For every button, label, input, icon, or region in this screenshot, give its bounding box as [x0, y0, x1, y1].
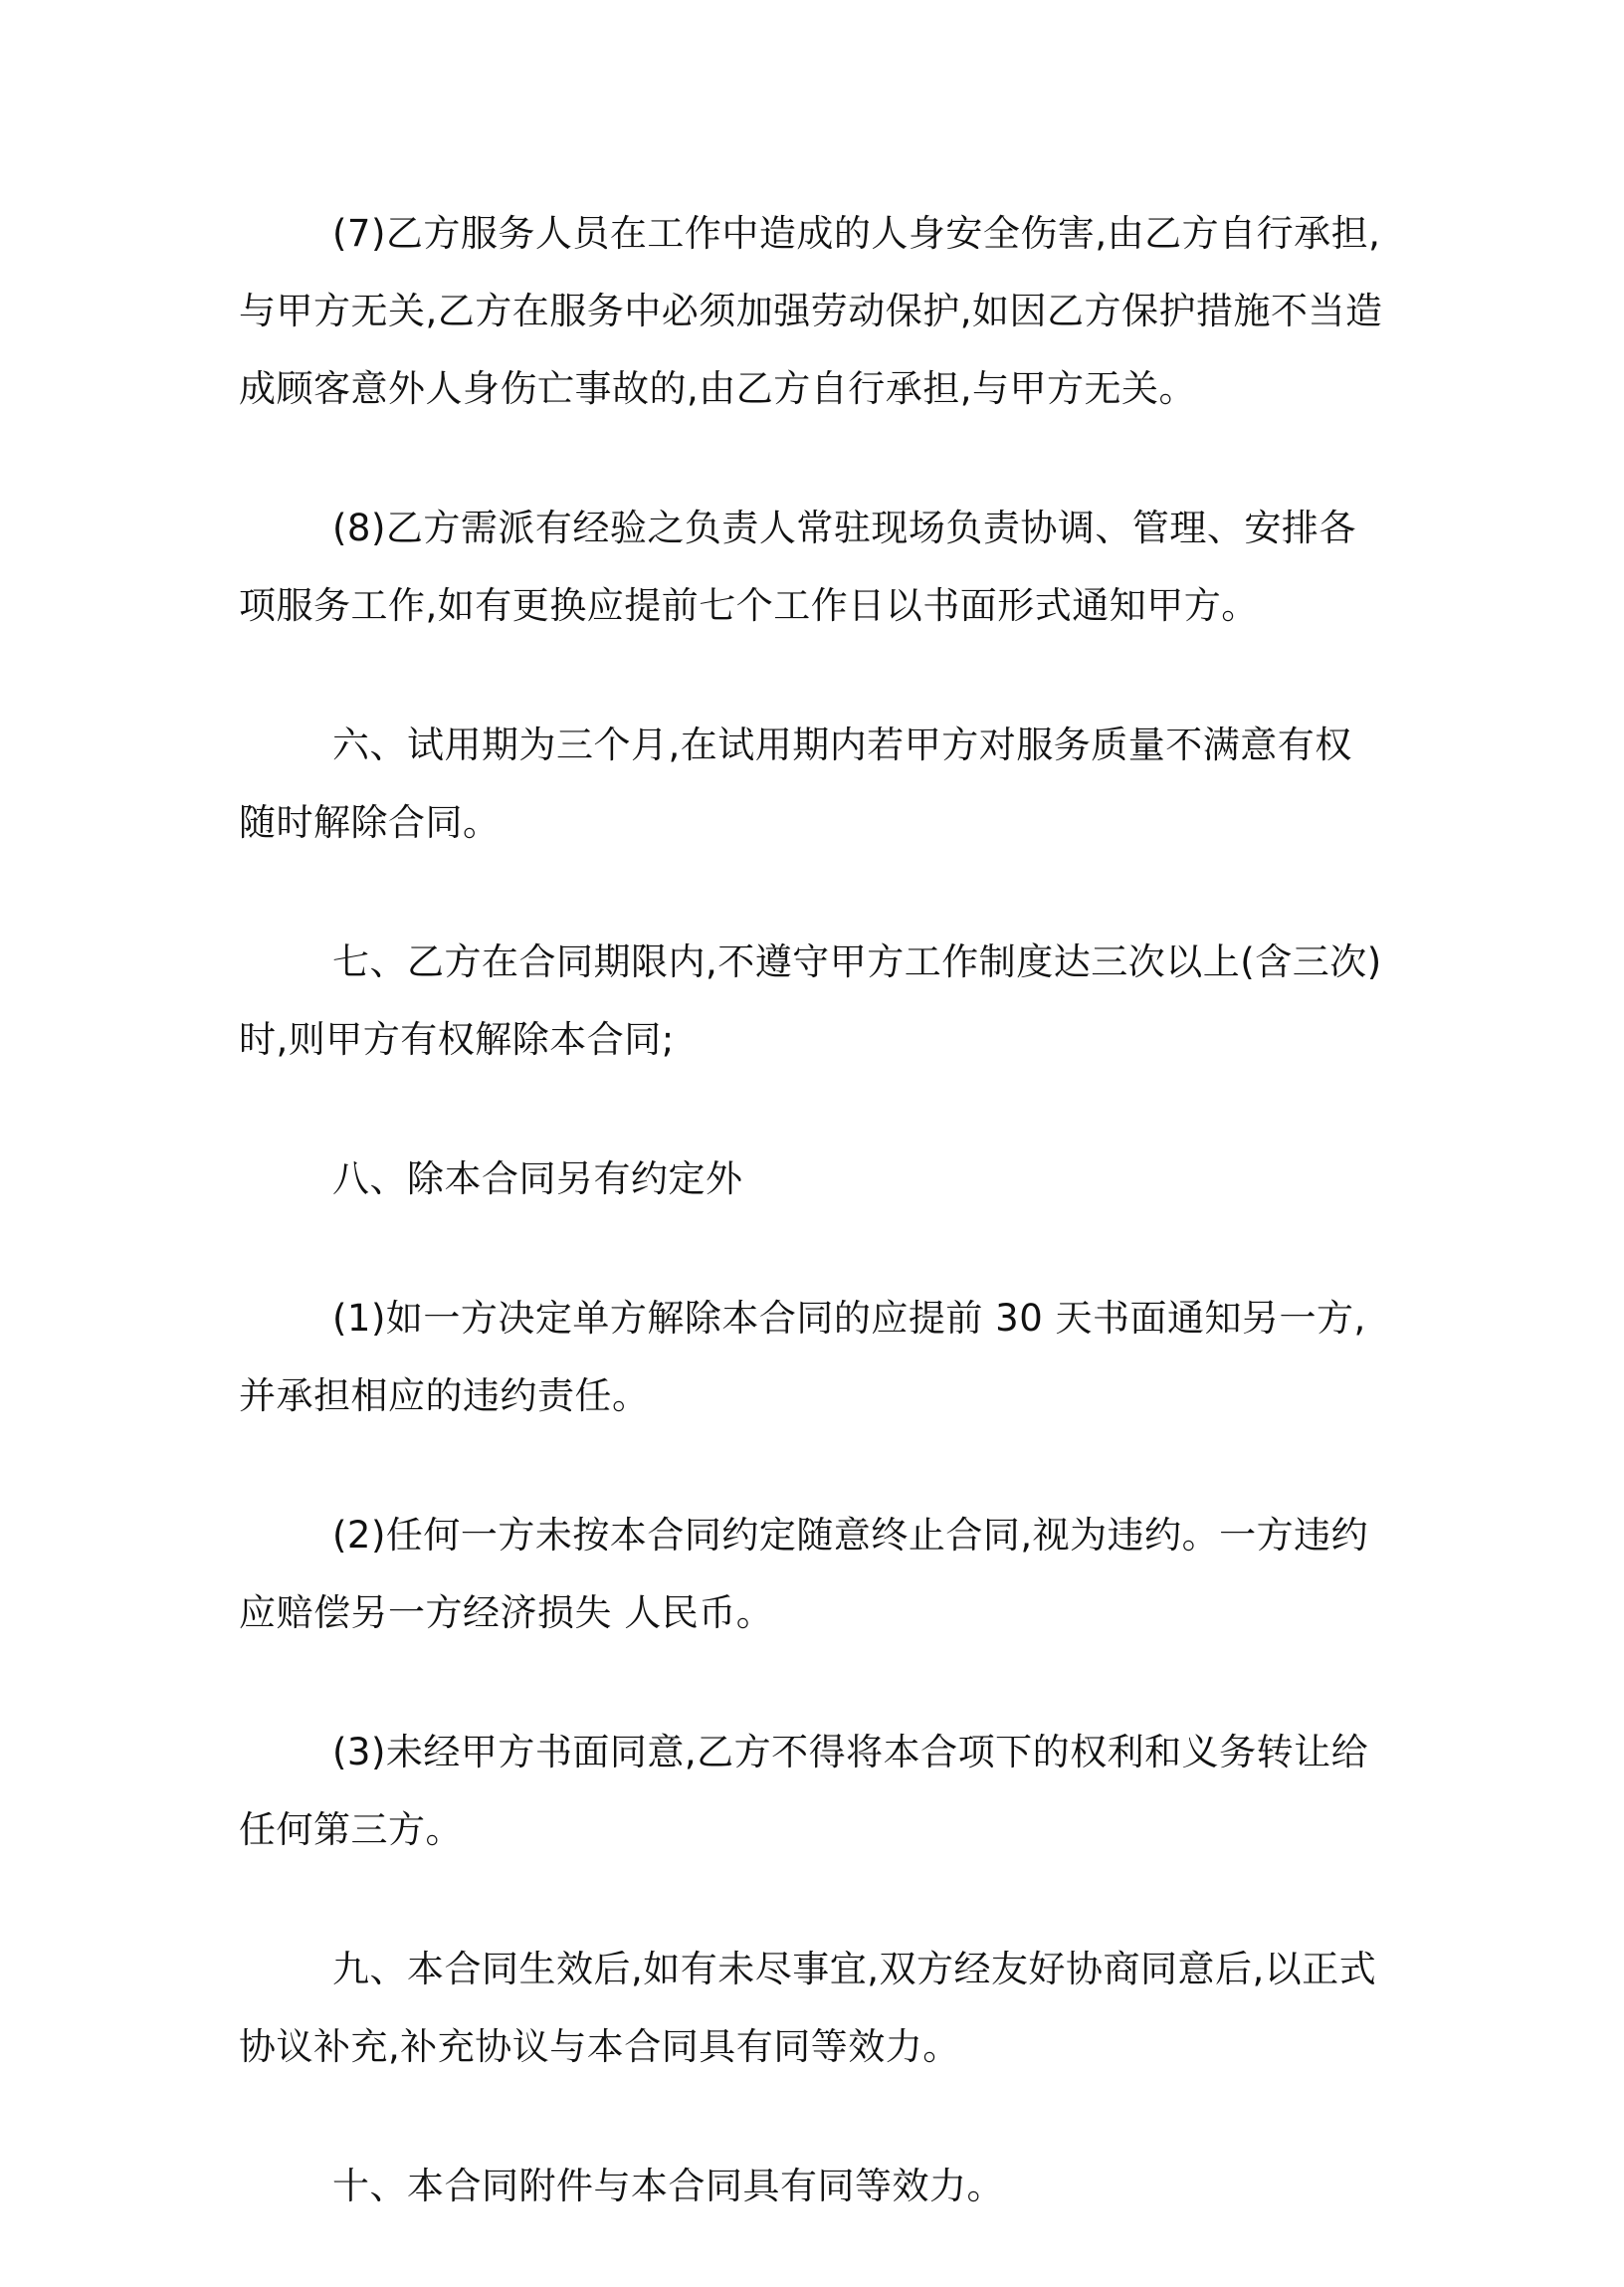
clause-six-paragraph: 六、试用期为三个月,在试用期内若甲方对服务质量不满意有权随时解除合同。	[239, 724, 1352, 844]
clause-eight-3-paragraph: (3)未经甲方书面同意,乙方不得将本合项下的权利和义务转让给任何第三方。	[239, 1731, 1369, 1851]
clause-seven-paragraph: 七、乙方在合同期限内,不遵守甲方工作制度达三次以上(含三次)时,则甲方有权解除本合同;	[239, 940, 1382, 1061]
document-page	[239, 195, 1383, 2287]
clause-8-paragraph: (8)乙方需派有经验之负责人常驻现场负责协调、管理、安排各项服务工作,如有更换应提前七个工作日以书面形式通知甲方。	[239, 507, 1356, 627]
clause-nine-paragraph: 九、本合同生效后,如有未尽事宜,双方经友好协商同意后,以正式协议补充,补充协议与本合同具有同等效力。	[239, 1948, 1377, 2068]
clause-eight-2-paragraph: (2)任何一方未按本合同约定随意终止合同,视为违约。一方违约应赔偿另一方经济损失 人民币。	[239, 1514, 1369, 1634]
clause-7-paragraph: (7)乙方服务人员在工作中造成的人身安全伤害,由乙方自行承担,与甲方无关,乙方在服务中必须加强劳动保护,如因乙方保护措施不当造成顾客意外人身伤亡事故的,由乙方自行承担,与甲方无关。	[239, 212, 1383, 410]
clause-eight-heading: 八、除本合同另有约定外	[332, 1157, 743, 1200]
clause-eight-1-paragraph: (1)如一方决定单方解除本合同的应提前 30 天书面通知另一方,并承担相应的违约责任。	[239, 1297, 1366, 1417]
clause-ten-paragraph: 十、本合同附件与本合同具有同等效力。	[332, 2165, 1004, 2207]
